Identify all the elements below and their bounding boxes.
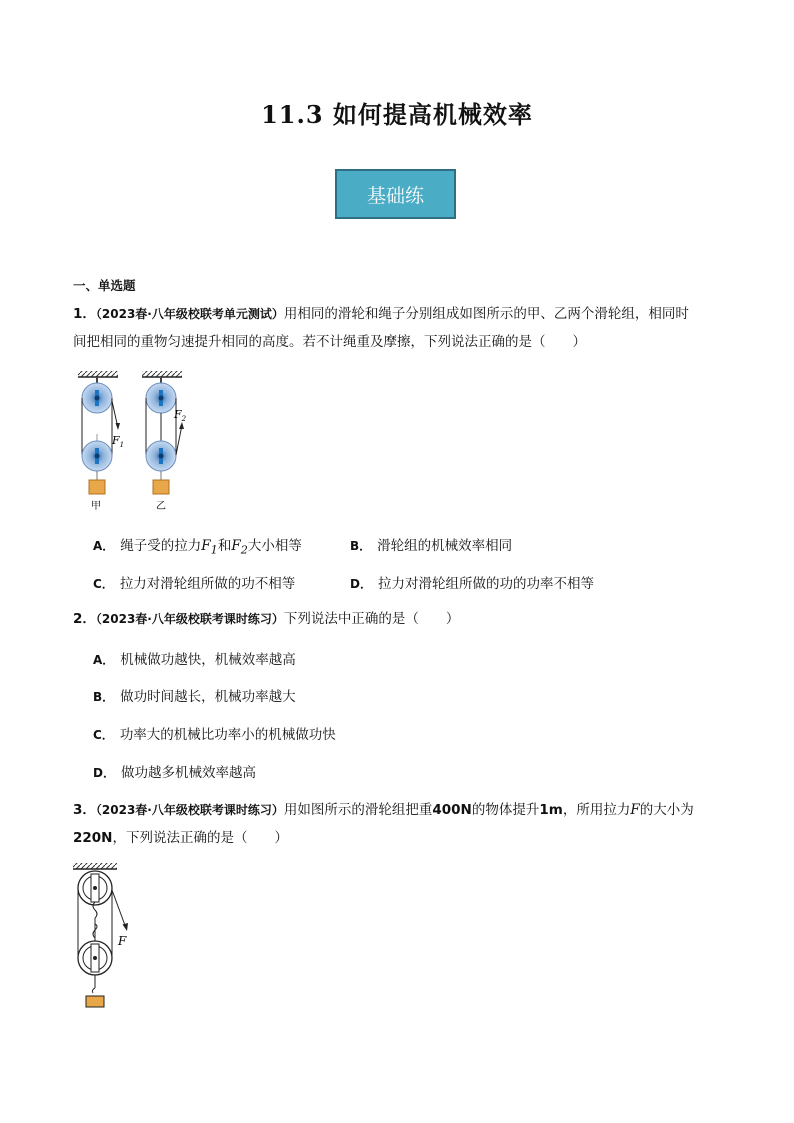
pulley-figure-1: [70, 368, 200, 518]
question-2: [73, 605, 723, 633]
option-a[interactable]: A． 机械做功越快，机械效率越高: [93, 652, 296, 668]
option-c[interactable]: C． 功率大的机械比功率小的机械做功快: [93, 727, 336, 743]
question-3: 3．（2023春·八年级校联考课时练习）用如图所示的滑轮组把重400N的物体提升1m，所用拉力F的大小为 220N，下列说法正确的是（ ）: [73, 802, 694, 846]
option-c[interactable]: C． 拉力对滑轮组所做的功不相等: [93, 576, 296, 592]
question-text: 用相同的滑轮和绳子分别组成如图所示的甲、乙两个滑轮组，相同时: [283, 306, 689, 322]
section-heading: 一、单选题: [73, 278, 136, 293]
question-source: （2023春·八年级校联考课时练习）: [95, 612, 284, 626]
option-d[interactable]: D． 做功越多机械效率越高: [93, 765, 256, 781]
force-label-f: F: [118, 934, 127, 948]
question-text: 下列说法中正确的是（ ）: [283, 611, 460, 627]
force-label-f2: $F_2$: [174, 408, 187, 423]
option-d[interactable]: D． 拉力对滑轮组所做的功的功率不相等: [350, 576, 594, 592]
section-badge: 基础练: [335, 169, 456, 219]
force-label-f1: $F_1$: [112, 434, 125, 449]
option-b[interactable]: B． 做功时间越长，机械功率越大: [93, 689, 296, 705]
figure-label-a: 甲: [91, 501, 101, 512]
option-a[interactable]: A． 绳子受的拉力$F_1$和$F_2$大小相等: [93, 538, 302, 557]
pulley-figure-3: [70, 860, 140, 1015]
question-text-cont: 间把相同的重物匀速提升相同的高度。若不计绳重及摩擦，下列说法正确的是（ ）: [73, 334, 586, 350]
page-title: 11.3 如何提高机械效率: [261, 100, 533, 129]
question-number: 1．: [73, 306, 96, 322]
question-number: 2．: [73, 611, 96, 627]
pulley-system-b: [142, 371, 187, 512]
question-1: [73, 300, 723, 356]
question-number: 3．: [73, 802, 96, 818]
figure-label-b: 乙: [156, 501, 166, 512]
question-source: （2023春·八年级校联考单元测试）: [95, 307, 284, 321]
option-b[interactable]: B． 滑轮组的机械效率相同: [350, 538, 513, 554]
question-source: （2023春·八年级校联考课时练习）: [95, 803, 284, 817]
pulley-system-a: [78, 371, 124, 512]
